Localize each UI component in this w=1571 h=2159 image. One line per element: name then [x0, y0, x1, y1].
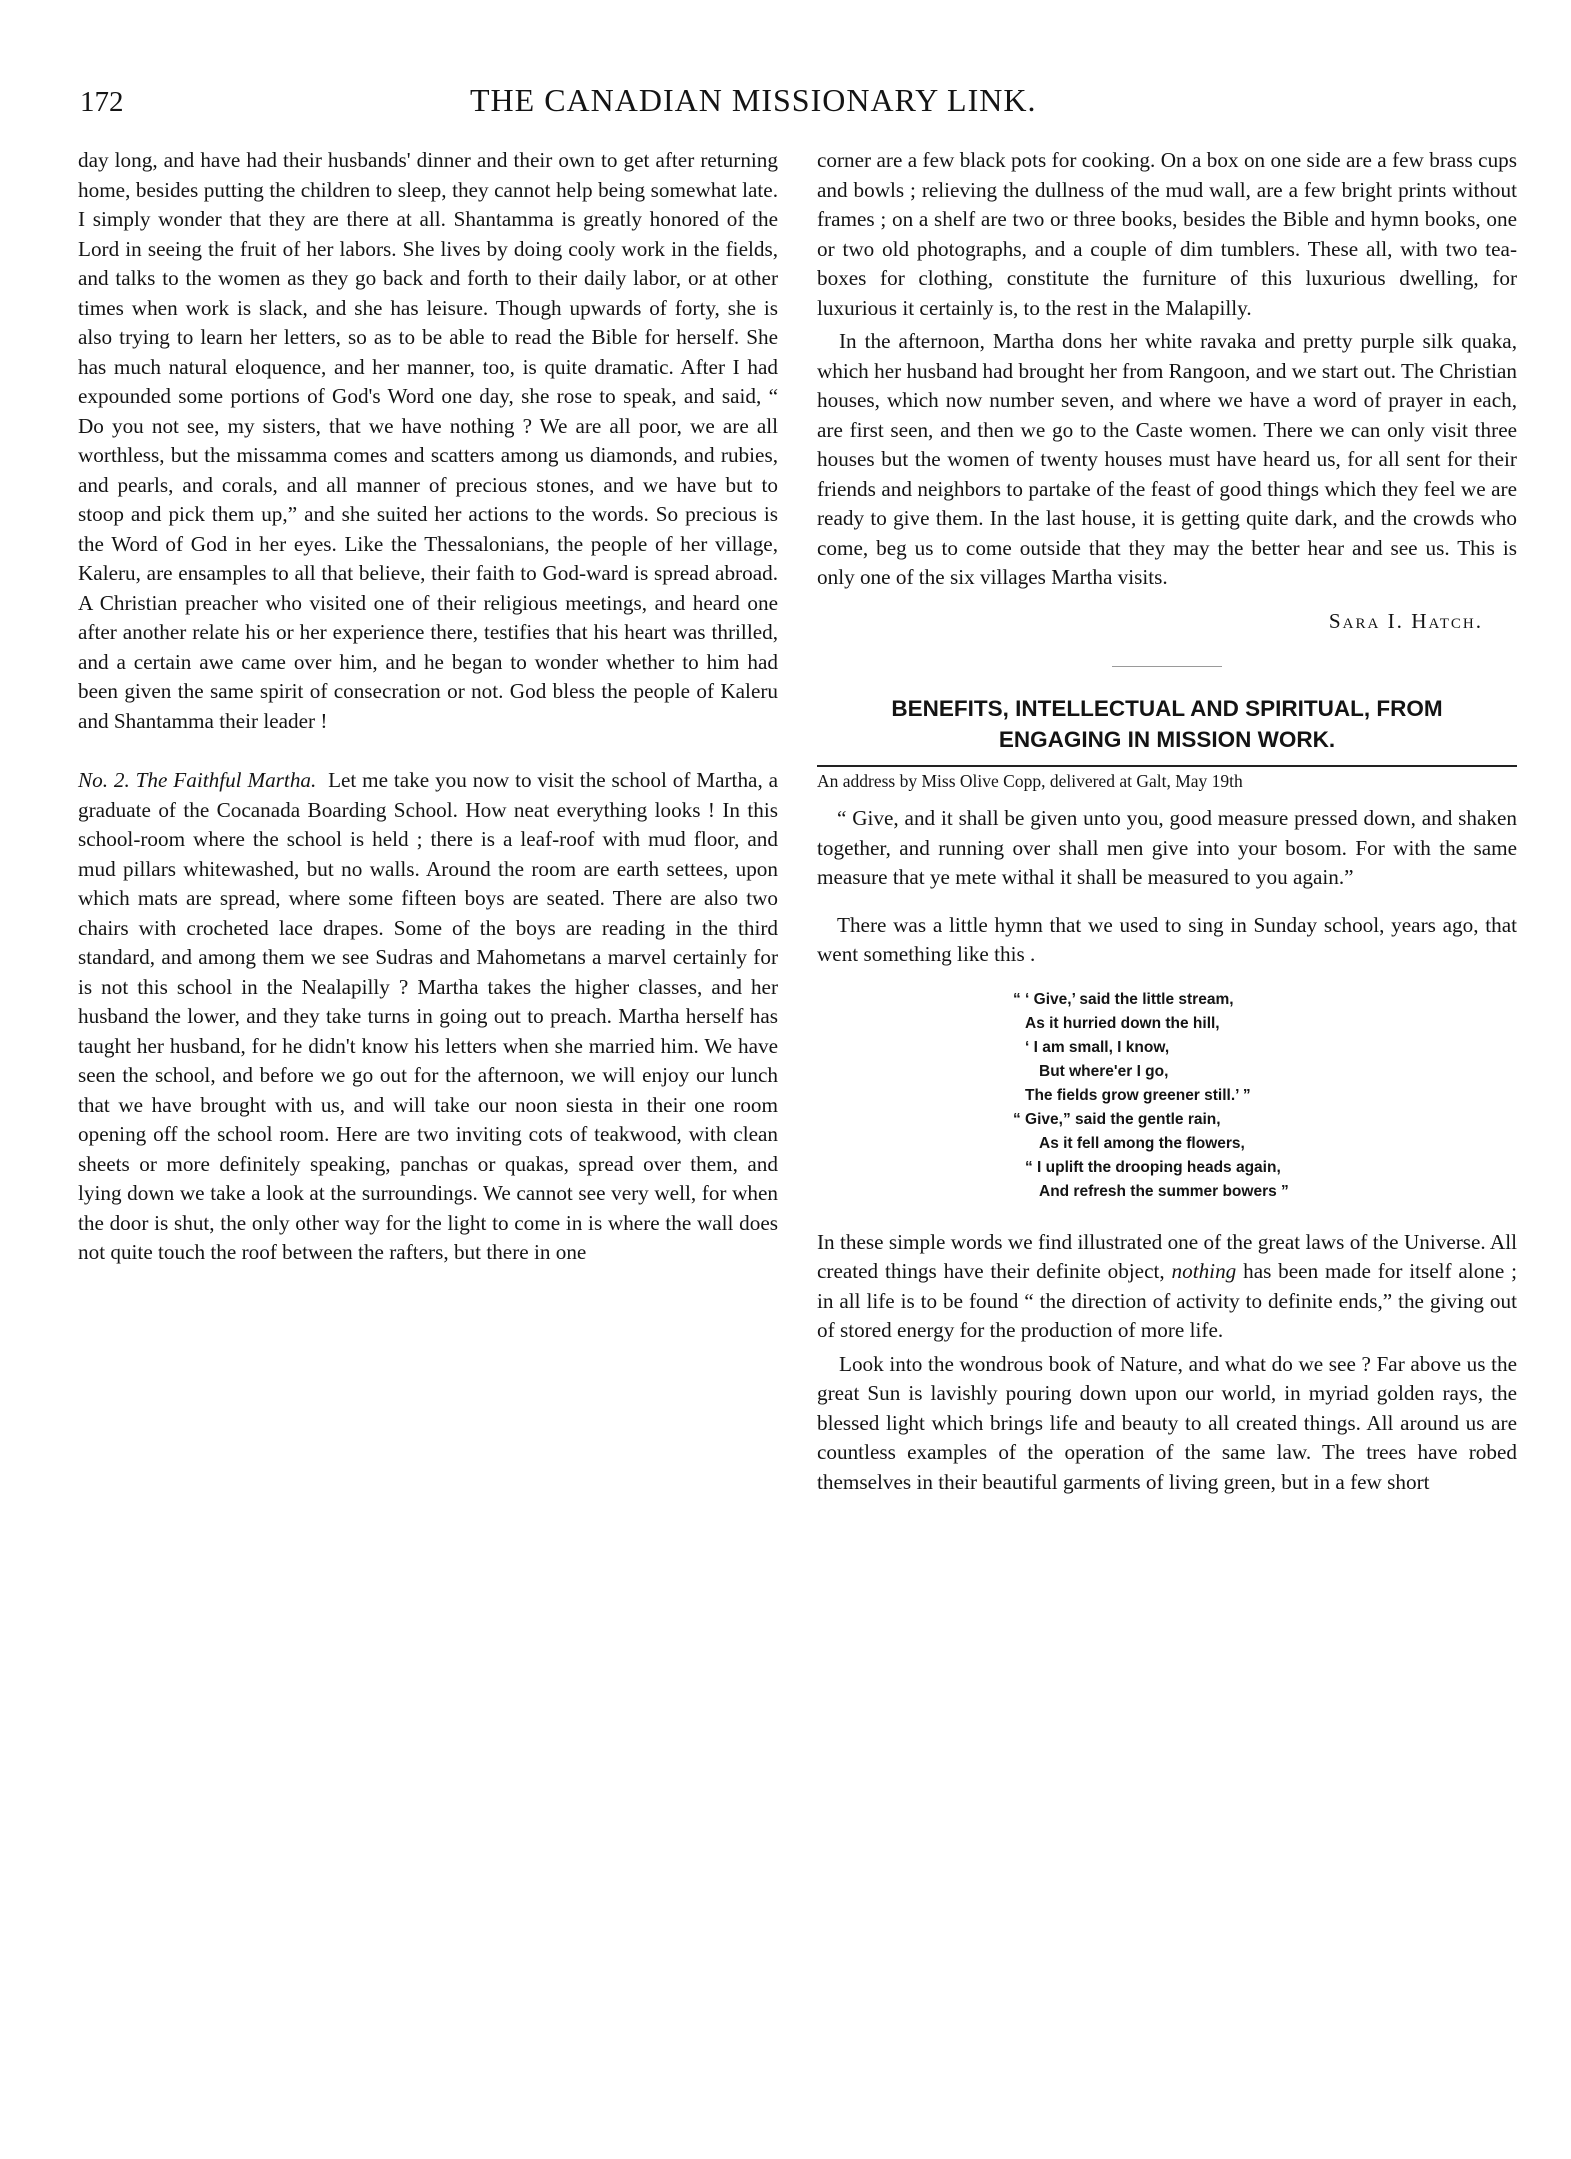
hymn-poem [817, 988, 1517, 1204]
article-title [817, 693, 1517, 755]
paragraph-book-of-nature: Look into the wondrous book of Nature, and what do we see ? Far above us the great Sun is lavishly pouring down upon our world, in myriad golden rays, the blessed light which brings life and beauty to all created things. All around us are countless examples of the operation of the same law. The trees have robed themselves in their beautiful garments of living green, but in a few short [817, 1351, 1517, 1494]
section-heading-faithful-martha: No. 2. The Faithful Martha. [78, 768, 317, 792]
poem-line: “ Give,” said the gentle rain, [1013, 1110, 1221, 1128]
section-divider [1112, 666, 1222, 667]
poem-line: ‘ I am small, I know, [1025, 1038, 1170, 1056]
paragraph-furniture: corner are a few black pots for cooking. On a box on one side are a few brass cups and bowls ; relieving the dullness of the mud wall, are a few bright prints without frames ; on a shelf are two or three books, besides the Bible and hymn books, one or two old photographs, and a couple of dim tumblers. These all, with two tea-boxes for clothing, constitute the furniture of this luxurious dwelling, for luxurious it certainly is, to the rest in the Malapilly. [817, 148, 1517, 320]
poem-line: But where'er I go, [1039, 1062, 1169, 1080]
poem-line: “ ‘ Give,’ said the little stream, [1013, 990, 1234, 1008]
paragraph-hymn-intro: There was a little hymn that we used to sing in Sunday school, years ago, that went something like this . [817, 912, 1517, 966]
paragraph-shantamma: day long, and have had their husbands' dinner and their own to get after returning home, besides putting the children to sleep, they cannot help being somewhat late. I simply wonder that they are there at all. Shantamma is greatly honored of the Lord in seeing the fruit of her labors. She lives by doing cooly work in the fields, and talks to the women as they go back and forth to their daily labor, or at other times when work is slack, and she has leisure. Though upwards of forty, she is also trying to learn her letters, so as to be able to read the Bible for herself. She has much natural eloquence, and her manner, too, is quite dramatic. After I had expounded some portions of God's Word one day, she rose to speak, and said, “ Do you not see, my sisters, that we have nothing ? We are all poor, we are all worthless, but the missamma comes and scatters among us diamonds, and rubies, and pearls, and corals, and all manner of precious stones, and we have but to stoop and pick them up,” and she suited her actions to the words. So precious is the Word of God in her eyes. Like the Thessalonians, the people of her village, Kaleru, are ensamples to all that believe, their faith to God-ward is spread abroad. A Christian preacher who visited one of their religious meetings, and heard one after another relate his or her experience there, testifies that his heart was thrilled, and a certain awe came over him, and he began to wonder whether to him had been given the same spirit of consecration or not. God bless the people of Kaleru and Shantamma their leader ! [78, 148, 778, 733]
paragraph-afternoon-visits: In the afternoon, Martha dons her white ravaka and pretty purple silk quaka, which her husband had brought her from Rangoon, and we start out. The Christian houses, which now number seven, and where we have a word of prayer in each, are first seen, and then we go to the Caste women. There we can only visit three houses but the women of twenty houses must have heard us, for all sent for their friends and neighbors to partake of the feast of good things which they feel we are ready to give them. In the last house, it is getting quite dark, and the crowds who come, beg us to come outside that they may the better hear and see us. This is only one of the six villages Martha visits. [817, 329, 1517, 589]
article-byline: An address by Miss Olive Copp, delivered at Galt, May 19th [817, 765, 1517, 792]
poem-line: As it fell among the flowers, [1039, 1134, 1245, 1152]
left-column [78, 146, 778, 1268]
right-column [817, 146, 1517, 1497]
italic-emphasis: nothing [1171, 1259, 1237, 1283]
article-title-line-1: BENEFITS, INTELLECTUAL AND SPIRITUAL, FROM [891, 696, 1443, 721]
poem-line: “ I uplift the drooping heads again, [1025, 1158, 1281, 1176]
author-signature: Sara I. Hatch. [1328, 608, 1483, 633]
text-fragment: In these simple words we find illustrated one of the great laws of the Universe. All created things have their definite object, [817, 1229, 1517, 1283]
running-title: THE CANADIAN MISSIONARY LINK. [470, 82, 1037, 118]
poem-line: And refresh the summer bowers ” [1039, 1182, 1289, 1200]
paragraph-martha-text: Let me take you now to visit the school of Martha, a graduate of the Cocanada Boarding School. How neat everything looks ! In this school-room where the school is held ; there is a leaf-roof with mud floor, and mud pillars whitewashed, but no walls. Around the room are earth settees, upon which mats are spread, where some fifteen boys are seated. There are also two chairs with crocheted lace drapes. Some of the boys are reading in the third standard, and among them we see Sudras and Mahometans a marvel certainly for is not this school in the Nealapilly ? Martha takes the higher classes, and her husband the lower, and they take turns in going out to preach. Martha herself has taught her husband, for he didn't know his letters when she married him. We have seen the school, and before we go out for the afternoon, we will enjoy our lunch that we have brought with us, and will take our noon siesta in their one room opening off the school room. Here are two inviting cots of teakwood, with clean sheets or more definitely speaking, panchas or quakas, spread over them, and lying down we take a look at the surroundings. We cannot see very well, for when the door is shut, the only other way for the light to come in is where the wall does not quite touch the roof between the rafters, but there in one [78, 768, 779, 1264]
page-number: 172 [80, 86, 124, 118]
epigraph: “ Give, and it shall be given unto you, good measure pressed down, and shaken together, and running over shall men give into your bosom. For with the same measure that ye mete withal it shall be measured to you again.” [817, 806, 1517, 889]
poem-line: The fields grow greener still.’ ” [1025, 1086, 1251, 1104]
article-title-line-2: ENGAGING IN MISSION WORK. [998, 727, 1336, 752]
poem-line: As it hurried down the hill, [1025, 1014, 1220, 1032]
text-fragment: has been made for itself alone ; in all life is to be found “ the direction of activity to definite ends,” the giving out of stored energy for the production of more life. [817, 1259, 1517, 1342]
paragraph-martha-school [78, 766, 778, 1268]
paragraph-laws-of-universe [817, 1228, 1517, 1346]
